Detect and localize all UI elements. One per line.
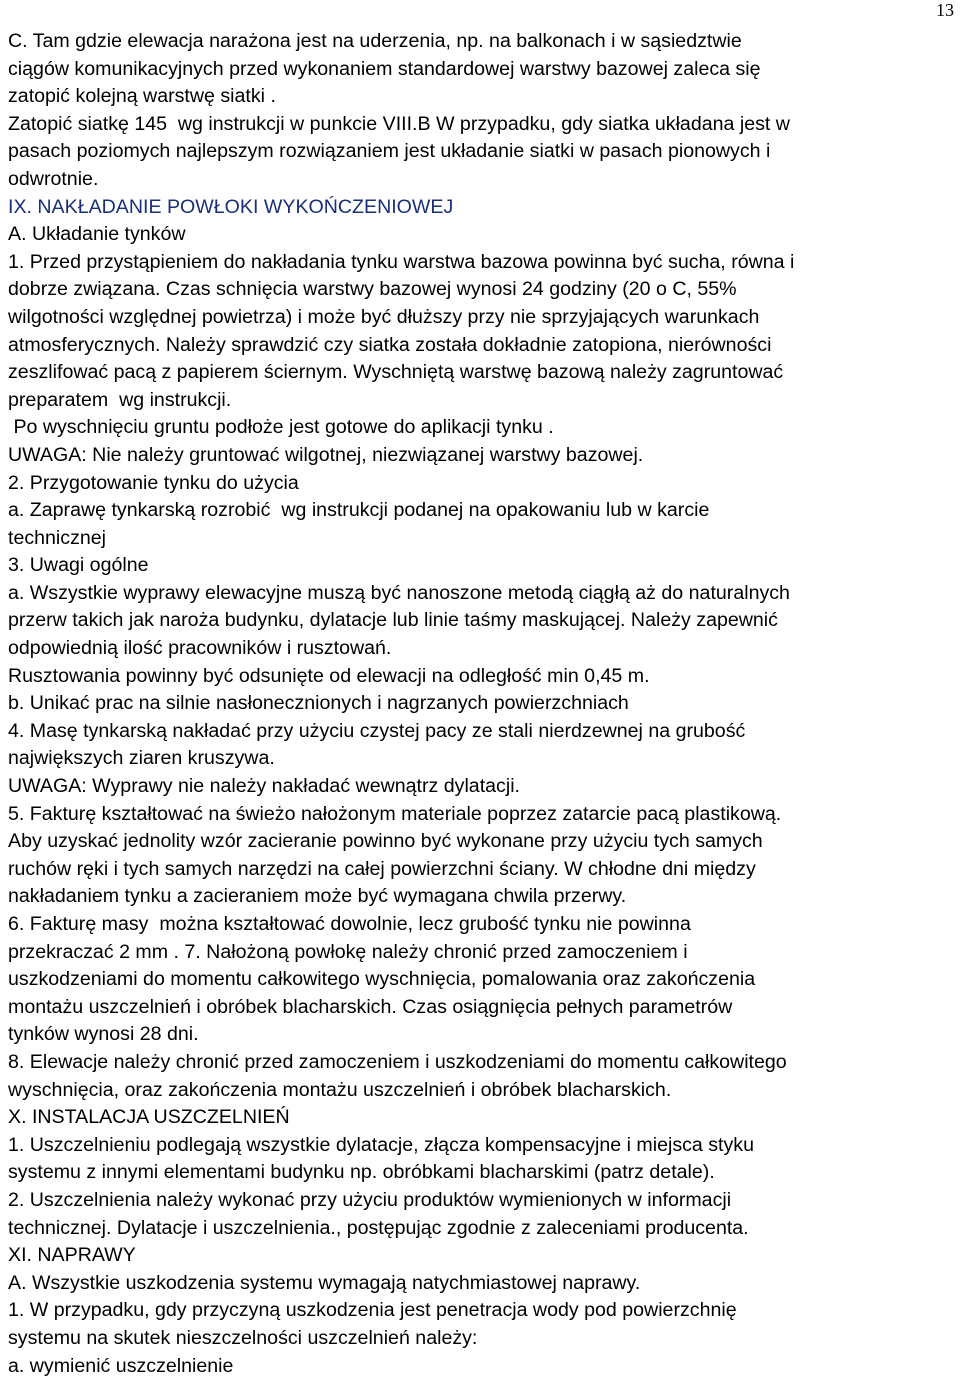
page-number: 13 bbox=[936, 0, 954, 20]
text-line: A. Wszystkie uszkodzenia systemu wymagają natychmiastowej naprawy. bbox=[8, 1270, 960, 1298]
text-line: 8. Elewacje należy chronić przed zamoczeniem i uszkodzeniami do momentu całkowitego bbox=[8, 1049, 960, 1077]
text-line: ciągów komunikacyjnych przed wykonaniem standardowej warstwy bazowej zaleca się bbox=[8, 56, 960, 84]
text-line: ruchów ręki i tych samych narzędzi na całej powierzchni ściany. W chłodne dni między bbox=[8, 856, 960, 884]
text-line: montażu uszczelnień i obróbek blacharskich. Czas osiągnięcia pełnych parametrów bbox=[8, 994, 960, 1022]
text-line: A. Układanie tynków bbox=[8, 221, 960, 249]
section-heading: IX. NAKŁADANIE POWŁOKI WYKOŃCZENIOWEJ bbox=[8, 194, 960, 222]
text-line: preparatem wg instrukcji. bbox=[8, 387, 960, 415]
text-line: UWAGA: Wyprawy nie należy nakładać wewnątrz dylatacji. bbox=[8, 773, 960, 801]
text-line: zeszlifować pacą z papierem ściernym. Wyschniętą warstwę bazową należy zagruntować bbox=[8, 359, 960, 387]
text-line: 3. Uwagi ogólne bbox=[8, 552, 960, 580]
text-line: b. Unikać prac na silnie nasłonecznionych i nagrzanych powierzchniach bbox=[8, 690, 960, 718]
text-line: XI. NAPRAWY bbox=[8, 1242, 960, 1270]
text-line: technicznej bbox=[8, 525, 960, 553]
text-line: atmosferycznych. Należy sprawdzić czy siatka została dokładnie zatopiona, nierówności bbox=[8, 332, 960, 360]
text-line: 4. Masę tynkarską nakładać przy użyciu czystej pacy ze stali nierdzewnej na grubość bbox=[8, 718, 960, 746]
text-line: przerw takich jak naroża budynku, dylatacje lub linie taśmy maskującej. Należy zapewnić bbox=[8, 607, 960, 635]
body-text bbox=[8, 28, 960, 1380]
text-line: systemu na skutek nieszczelności uszczelnień należy: bbox=[8, 1325, 960, 1353]
text-line: Po wyschnięciu gruntu podłoże jest gotowe do aplikacji tynku . bbox=[8, 414, 960, 442]
text-line: a. wymienić uszczelnienie bbox=[8, 1353, 960, 1380]
text-line: największych ziaren kruszywa. bbox=[8, 745, 960, 773]
text-line: 1. Uszczelnieniu podlegają wszystkie dylatacje, złącza kompensacyjne i miejsca styku bbox=[8, 1132, 960, 1160]
text-line: 2. Uszczelnienia należy wykonać przy użyciu produktów wymienionych w informacji bbox=[8, 1187, 960, 1215]
text-line: UWAGA: Nie należy gruntować wilgotnej, niezwiązanej warstwy bazowej. bbox=[8, 442, 960, 470]
text-line: odwrotnie. bbox=[8, 166, 960, 194]
text-line: systemu z innymi elementami budynku np. obróbkami blacharskimi (patrz detale). bbox=[8, 1159, 960, 1187]
text-line: 2. Przygotowanie tynku do użycia bbox=[8, 470, 960, 498]
text-line: 5. Fakturę kształtować na świeżo nałożonym materiale poprzez zatarcie pacą plastikową. bbox=[8, 801, 960, 829]
text-line: Rusztowania powinny być odsunięte od elewacji na odległość min 0,45 m. bbox=[8, 663, 960, 691]
text-line: 6. Fakturę masy można kształtować dowolnie, lecz grubość tynku nie powinna bbox=[8, 911, 960, 939]
text-line: wyschnięcia, oraz zakończenia montażu uszczelnień i obróbek blacharskich. bbox=[8, 1077, 960, 1105]
text-line: Zatopić siatkę 145 wg instrukcji w punkcie VIII.B W przypadku, gdy siatka układana jest w bbox=[8, 111, 960, 139]
text-line: a. Wszystkie wyprawy elewacyjne muszą być nanoszone metodą ciągłą aż do naturalnych bbox=[8, 580, 960, 608]
text-line: zatopić kolejną warstwę siatki . bbox=[8, 83, 960, 111]
text-line: nakładaniem tynku a zacieraniem może być wymagana chwila przerwy. bbox=[8, 883, 960, 911]
text-line: wilgotności względnej powietrza) i może być dłuższy przy nie sprzyjających warunkach bbox=[8, 304, 960, 332]
text-line: 1. W przypadku, gdy przyczyną uszkodzenia jest penetracja wody pod powierzchnię bbox=[8, 1297, 960, 1325]
text-line: tynków wynosi 28 dni. bbox=[8, 1021, 960, 1049]
text-line: C. Tam gdzie elewacja narażona jest na uderzenia, np. na balkonach i w sąsiedztwie bbox=[8, 28, 960, 56]
text-line: odpowiednią ilość pracowników i rusztowań. bbox=[8, 635, 960, 663]
text-line: przekraczać 2 mm . 7. Nałożoną powłokę należy chronić przed zamoczeniem i bbox=[8, 939, 960, 967]
text-line: 1. Przed przystąpieniem do nakładania tynku warstwa bazowa powinna być sucha, równa i bbox=[8, 249, 960, 277]
text-line: Aby uzyskać jednolity wzór zacieranie powinno być wykonane przy użyciu tych samych bbox=[8, 828, 960, 856]
text-line: a. Zaprawę tynkarską rozrobić wg instrukcji podanej na opakowaniu lub w karcie bbox=[8, 497, 960, 525]
text-line: dobrze związana. Czas schnięcia warstwy bazowej wynosi 24 godziny (20 o C, 55% bbox=[8, 276, 960, 304]
text-line: technicznej. Dylatacje i uszczelnienia., postępując zgodnie z zaleceniami producenta. bbox=[8, 1215, 960, 1243]
text-line: X. INSTALACJA USZCZELNIEŃ bbox=[8, 1104, 960, 1132]
text-line: uszkodzeniami do momentu całkowitego wyschnięcia, pomalowania oraz zakończenia bbox=[8, 966, 960, 994]
text-line: pasach poziomych najlepszym rozwiązaniem jest układanie siatki w pasach pionowych i bbox=[8, 138, 960, 166]
